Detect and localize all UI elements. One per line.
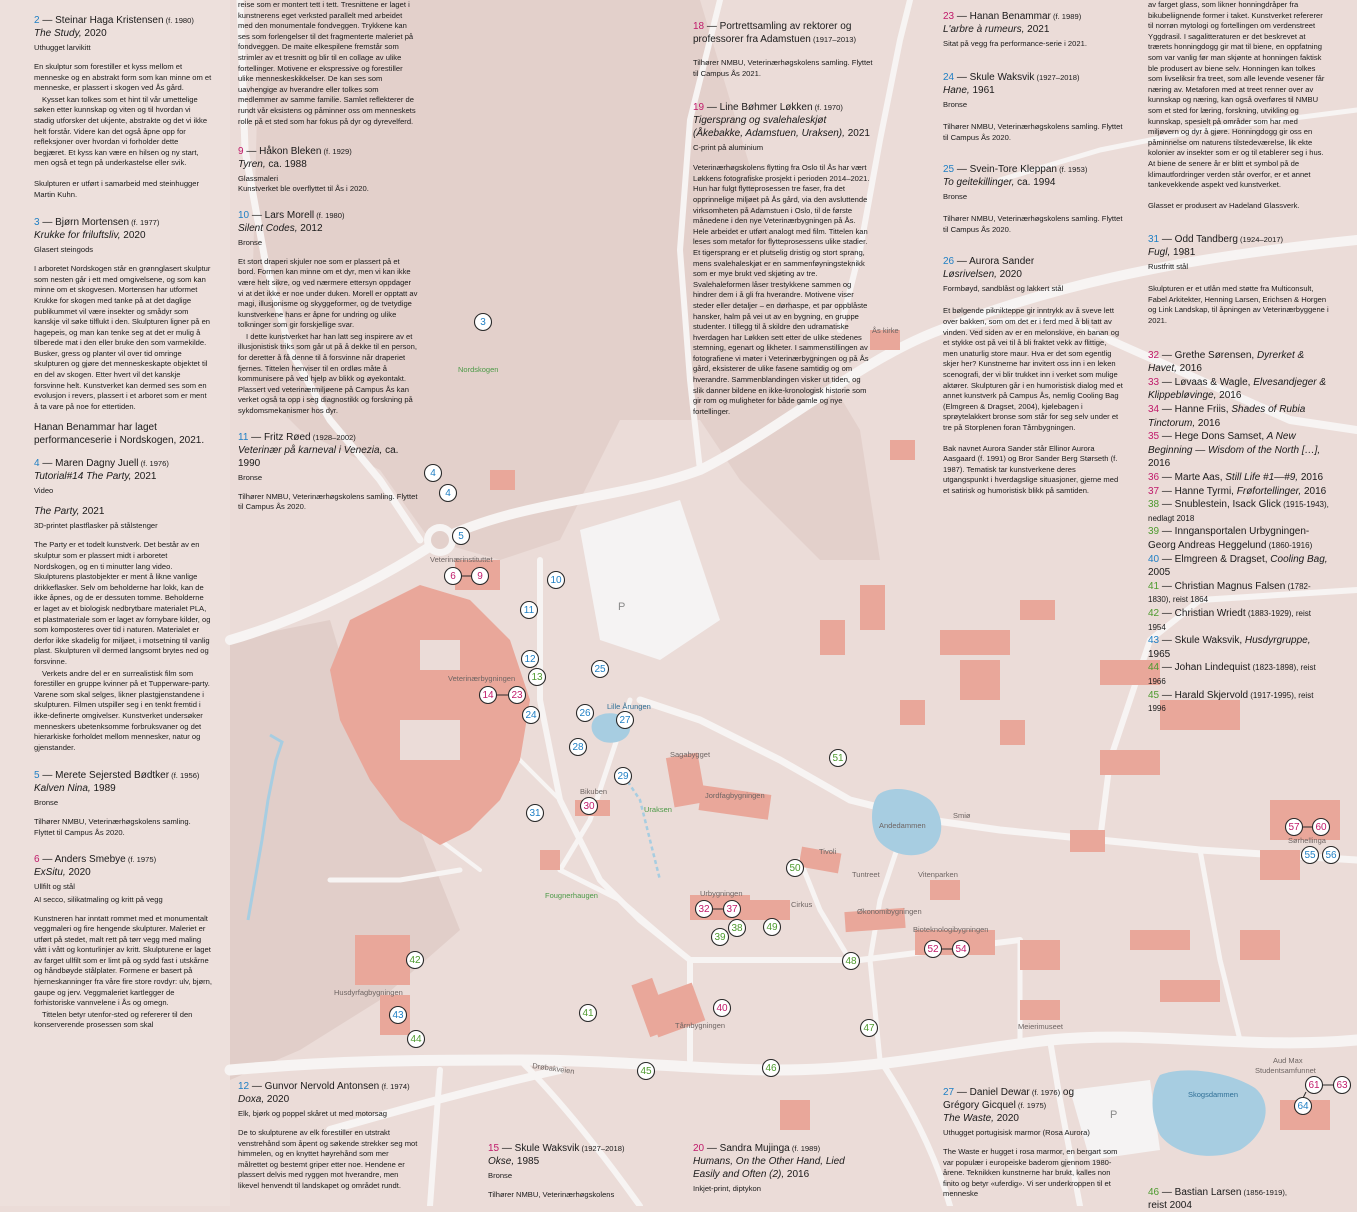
artwork-list-item [1148, 525, 1330, 552]
svg-text:52: 52 [927, 944, 939, 955]
artwork-artist: — Snublestein, Isack Glick [1159, 499, 1281, 511]
entry-23-material: Sitat på vegg fra performance-serie i 2021. [943, 39, 1087, 48]
svg-text:61: 61 [1308, 1080, 1320, 1091]
entry-4-text-2: Verkets andre del er en surrealistisk film som forestiller en gruppe kvinner på et Tupperware-party. Varene som skal selges, likner plastgjenstandene i skulpturen. Filmen utspiller seg i en tenkt fremtid i ikke-definerte omgivelser. Kunstverket undersøker menneskers ubetenksomme forbruksvaner og det hierarkiske forholdet mellom mennesker, natur og gjenstander. [34, 668, 210, 752]
entry-30-glass-note: Glasset er produsert av Hadeland Glassverk. [1148, 200, 1300, 210]
artwork-list-item [1148, 689, 1330, 716]
entry-15-material: Bronse [488, 1171, 513, 1180]
map-marker-27[interactable] [617, 712, 634, 729]
map-marker-56[interactable] [1323, 847, 1340, 864]
map-marker-55[interactable] [1302, 847, 1319, 864]
entry-4-title: Tutorial#14 The Party, 2021 [34, 471, 157, 483]
entry-25-material: Bronse [943, 192, 968, 202]
svg-text:45: 45 [640, 1066, 652, 1077]
map-marker-4[interactable] [425, 465, 442, 482]
svg-text:30: 30 [583, 801, 595, 812]
map-marker-61[interactable] [1306, 1077, 1323, 1094]
artwork-year: (1883-1929), reist 1954 [1148, 608, 1312, 632]
artwork-year: 1965 [1148, 648, 1171, 660]
svg-text:47: 47 [863, 1023, 875, 1034]
artwork-title: Still Life #1—#9, [1225, 472, 1299, 483]
label-drobakveien: Drøbakveien [531, 1061, 576, 1076]
artwork-artist: — Hanne Tyrmi, [1159, 485, 1234, 497]
entry-3-text: I arboretet Nordskogen står en grønnglasert skulptur som nesten går i ett med omgivelsene, og som kan minne om et skogvesen. Mortensen har utformet Krukke for skogen med tanke på at det daglige publikummet vil være insekter og smådyr som kanskje vil søke tilflukt i den. Skulpturen ligner på en hagepeis, og man kan tenke seg at det er mulig å tilberede mat i den eller bruke den som varmekilde. Busker, gress og planter vil over tid omringe skulpturen og gjøre det menneskeskapte objektet til en del av skogen. Etter hvert vil det kanskje forsvinne helt. Kunstverket kan dermed ses som en evolusjon i revers, plassert i et arboret som er ment å ta vare på noe for ettertiden. [34, 264, 211, 411]
column-1 [34, 14, 212, 1041]
label-fougnerhaugen: Fougnerhaugen [545, 891, 598, 900]
entry-6-text-2: Tittelen betyr utenfor-sted og refererer til den konserverende prosessen som skal [34, 1009, 193, 1030]
map-marker-46[interactable] [763, 1060, 780, 1077]
svg-text:27: 27 [619, 715, 631, 726]
map-marker-45[interactable] [638, 1063, 655, 1080]
entry-31-text: Skulpturen er et utlån med støtte fra Multiconsult, Fabel Arkitekter, Henning Larsen, Erichsen & Horgen og Link Landskap, til åpningen av Veterinærbyggene i 2021. [1148, 284, 1329, 326]
label-bioteknologibygningen: Bioteknologibygningen [913, 925, 989, 934]
map-marker-12[interactable] [522, 651, 539, 668]
entry-4-text: The Party er et todelt kunstverk. Det består av en skulptur som er plassert midt i arboretet Nordskogen, og en ti minutter lang video. Skulpturens plastobjekter er ment å likne vanlige drikkeflasker. Selv om beholderne har lokk, kan de ikke åpnes, og de er dessuten tomme. Beholderne er laget av et biologisk nedbrytbare materialet PLA, et plastmateriale som er laget av fornybare kilder, og som komposteres over tid i naturen. Materialet er derfor ikke skadelig for miljøet, i motsetning til vanlig plast. Skulpturen vil dermed langsomt brytes ned og forsvinne. [34, 540, 211, 666]
entry-46 [1148, 1186, 1330, 1212]
svg-text:43: 43 [392, 1010, 404, 1021]
entry-27-heading-2: Grégory Gicquel (f. 1975) [943, 1100, 1047, 1111]
label-studentsamfunnet: Studentsamfunnet [1255, 1066, 1316, 1075]
svg-text:51: 51 [832, 753, 844, 764]
entry-6-text: Kunstneren har inntatt rommet med et monumentalt veggmaleri og fire hengende skulpturer. Maleriet er utført på stedet, malt rett på tørr vegg med maling vått i vått og konturlinjer av kritt. Skulpturene er laget av farget ullfilt som er limt på og sydd fast i utskårne og håndbøyde stålplater. Formene er basert på hjerneskanninger fra våre fire store rovdyr: ulv, bjørn, gaupe og jerv. Veggmaleriet kartlegger de forhistoriske vannvelene i Ås og omegn. [34, 913, 212, 1008]
entry-10-material: Bronse [238, 237, 263, 247]
entry-26-material: Formbøyd, sandblåst og lakkert stål [943, 284, 1064, 294]
entry-12-heading: 12 — Gunvor Nervold Antonsen (f. 1974) [238, 1081, 410, 1092]
artwork-list-item [1148, 349, 1330, 376]
entry-26-heading: 26 — Aurora Sander [943, 256, 1035, 268]
artwork-year: (1782-1830), reist 1864 [1148, 581, 1311, 605]
artwork-list-item [1148, 376, 1330, 403]
entry-2-credit: Skulpturen er utført i samarbeid med steinhugger Martin Kuhn. [34, 178, 200, 199]
svg-text:39: 39 [714, 932, 726, 943]
svg-text:11: 11 [523, 605, 535, 616]
svg-text:4: 4 [430, 468, 436, 479]
svg-text:64: 64 [1297, 1101, 1309, 1112]
entry-18-heading: 18 — Portrettsamling av rektorer og professorer fra Adamstuen (1917–2013) [693, 21, 857, 45]
label-jordfagbygningen: Jordfagbygningen [705, 791, 765, 800]
label-cirkus: Cirkus [791, 900, 813, 909]
map-marker-28[interactable] [570, 739, 587, 756]
artwork-number: 32 [1148, 349, 1160, 361]
entry-24-title: Hane, 1961 [943, 85, 995, 96]
map-marker-26[interactable] [577, 705, 594, 722]
label-tarnbygningen: Tårnbygningen [675, 1021, 726, 1030]
label-sagabygget: Sagabygget [670, 750, 711, 759]
svg-text:9: 9 [477, 571, 483, 582]
label-tivoli: Tivoli [819, 847, 837, 856]
svg-text:44: 44 [410, 1034, 422, 1045]
label-sorhellinga: Sørhellinga [1288, 836, 1326, 845]
entry-5-material: Bronse [34, 798, 59, 808]
entry-3-note: Hanan Benammar har laget performanceserie i Nordskogen, 2021. [34, 422, 205, 446]
map-marker-57[interactable] [1286, 819, 1303, 836]
entry-24-text: Tilhører NMBU, Veterinærhøgskolens samling. Flyttet til Campus Ås 2020. [943, 122, 1123, 142]
entry-11-material: Bronse [238, 472, 263, 482]
artwork-number: 36 [1148, 472, 1160, 483]
entry-2-text: En skulptur som forestiller et kyss mellom et menneske og en abstrakt form som kan minne om et menneske, er plassert i skogen ved Ås gård. [34, 62, 212, 93]
artwork-number: 43 [1148, 635, 1160, 647]
svg-text:24: 24 [525, 710, 537, 721]
label-okonomibygningen: Økonomibygningen [857, 907, 922, 916]
artwork-list-item [1148, 661, 1330, 688]
map-marker-47[interactable] [861, 1020, 878, 1037]
label-husdyrfagbygningen: Husdyrfagbygningen [334, 988, 403, 997]
entry-9-text: Kunstverket ble overflyttet til Ås i 2020. [238, 184, 369, 194]
label-parking: P [618, 601, 626, 613]
artwork-year: (1823-1898), reist 1966 [1148, 663, 1316, 686]
artwork-number: 42 [1148, 607, 1160, 619]
entry-11-title: Veterinær på karneval i Venezia, ca. 1990 [238, 444, 399, 469]
entry-20-heading: 20 — Sandra Mujinga (f. 1989) [693, 1143, 821, 1154]
artwork-artist: — Skule Waksvik, [1159, 635, 1243, 647]
label-bikuben: Bikuben [580, 787, 608, 796]
map-marker-5[interactable] [453, 528, 470, 545]
entry-27-heading: 27 — Daniel Dewar (f. 1976) og [943, 1087, 1075, 1098]
map-marker-39[interactable] [712, 929, 729, 946]
entry-26-title: Løsrivelsen, 2020 [943, 269, 1022, 281]
entry-12-text: De to skulpturene av elk forestiller en utstrakt venstrehånd som åpent og søkende strekker seg mot himmelen, og en knyttet høyrehånd som mer målrettet og bestemt griper etter noe. Hendene er plassert delvis med ryggen mot hverandre, men likevel henvendt til landskapet og området rundt. [238, 1128, 418, 1190]
entry-6-heading: 6 — Anders Smebye (f. 1975) [34, 853, 157, 865]
entry-15 [488, 1142, 658, 1211]
entry-20-material: Inkjet-print, diptykon [693, 1184, 761, 1193]
map-marker-4[interactable] [440, 485, 457, 502]
entry-15-text: Tilhører NMBU, Veterinærhøgskolens [488, 1190, 615, 1199]
map-marker-14[interactable] [480, 687, 497, 704]
svg-text:55: 55 [1304, 850, 1316, 861]
artwork-artist: — Marte Aas, [1159, 472, 1223, 483]
map-marker-24[interactable] [523, 707, 540, 724]
artwork-number: 39 [1148, 526, 1160, 538]
map-marker-25[interactable] [592, 661, 609, 678]
artwork-list-item [1148, 498, 1330, 525]
artwork-year: (1917-1995), reist 1996 [1148, 690, 1314, 714]
artwork-number: 35 [1148, 431, 1160, 443]
label-uraksen: Uraksen [644, 805, 672, 814]
entry-15-heading: 15 — Skule Waksvik (1927–2018) [488, 1143, 625, 1154]
map-marker-52[interactable] [925, 941, 942, 958]
svg-text:13: 13 [531, 672, 543, 683]
artwork-number: 34 [1148, 404, 1160, 416]
entry-24-heading: 24 — Skule Waksvik (1927–2018) [943, 72, 1080, 83]
svg-text:5: 5 [458, 531, 464, 542]
entry-10-text: Et stort draperi skjuler noe som er plassert på et bord. Formen kan minne om et dyr, men vi kan ikke være helt sikre, og ved nærmere ettersyn oppdager vi at det ikke er noe under duken. Morell er opptatt av magi, illusjonisme og skyggeformer, og de tvetydige kunstverkene hans er åpne for undring og ulike tolkninger som gir forskjellige svar. [238, 256, 418, 330]
label-tuntreet: Tuntreet [852, 870, 880, 879]
entry-4-material: Video [34, 486, 54, 496]
svg-text:56: 56 [1325, 850, 1337, 861]
artwork-list-item [1148, 485, 1330, 499]
entry-3-heading: 3 — Bjørn Mortensen (f. 1977) [34, 217, 160, 229]
artwork-number: 38 [1148, 499, 1160, 511]
entry-19-heading: 19 — Line Bøhmer Løkken (f. 1970) [693, 102, 843, 114]
svg-text:42: 42 [409, 955, 421, 966]
entry-4-heading: 4 — Maren Dagny Juell (f. 1976) [34, 458, 169, 470]
svg-text:4: 4 [445, 488, 451, 499]
map-marker-29[interactable] [615, 768, 632, 785]
entry-15-title: Okse, 1985 [488, 1156, 540, 1167]
artwork-list-item [1148, 471, 1330, 485]
svg-text:12: 12 [524, 654, 536, 665]
svg-text:63: 63 [1336, 1080, 1348, 1091]
entry-26-text-2: Bak navnet Aurora Sander står Ellinor Aurora Aasgaard (f. 1991) og Bror Sander Berg Størseth (f. 1987). Tematisk tar kunstverkene deres utgangspunkt i hverdagslige situasjoner, gjerne med et satirisk og humoristisk blikk på samtiden. [943, 443, 1119, 495]
label-veterinaerinstituttet: Veterinærinstituttet [430, 555, 493, 564]
entry-18-text: Tilhører NMBU, Veterinærhøgskolens samling. Flyttet til Campus Ås 2021. [693, 58, 873, 78]
label-vitenparken: Vitenparken [918, 870, 958, 879]
entry-2-text-2: Kysset kan tolkes som et hint til vår umettelige søken etter kunnskap og viten og til hvordan vi stadig utforsker det ukjente, abstrakte og det vi ikke helt forstår. Videre kan det også åpne opp for refleksjoner over hvordan vi forholder dette begjæret. Et kyss kan være en hilsen og ny start, men også et tegn på underkastelse eller svik. [34, 94, 208, 168]
artwork-list-item [1148, 553, 1330, 580]
artwork-year: 2016 [1298, 472, 1324, 483]
entry-30-text-continued: av farget glass, som likner honningdråper fra bikubeliignende former i taket. Kunstverket refererer til norrøn mytologi og fortellingen om verdenstreet Yggdrasil. I sagalitteraturen er det beskrevet at trærets honningdogg gir mat til biene, en oppfatning som var vanlig før man skjønte at honningen faktisk ble produsert av biene selv. Honningen kan tolkes som livseliksir fra treet, som alle levende vesener får næring av. Metaforen med at treet renner over av kunnskap og næring, kan også overføres til NMBU som et sted for læring, forskning, utvikling og kunnskap, spesielt på områder som har med miljøvern og dyr å gjøre. Honningdogg gir oss en påminnelse om naturens tilstedeværelse, lik ekte kolonier av insekter som er og til etablerer seg i hus. At biene de senere år er blitt et symbol på de klimautfordringer verden står overfor, er et annet tankevekkende aspekt ved kunstverket. [1148, 0, 1325, 190]
entry-19-text: Veterinærhøgskolens flytting fra Oslo til Ås har vært Løkkens fotografiske prosjekt i perioden 2014–2021. Hun har fulgt flytteprosessen tre faser, fra det opprinnelige miljøet på Ås gård, via den avsluttende virksomheten på Adamstuen i Oslo, til de første månedene i den nye Veterinærbygningen på Ås. Hele arbeidet er utført analogt med film. Tittelen kan leses som metafor for flytteprosessens ulike stadier. Et tigersprang er et plutselig dristig og stort sprang, mens svalehaleskjøt er en sammenføyningsteknikk som er mye brukt ved skjøting av tre. Svalehaleformen låser trestykkene sammen og hindrer dem i å gli fra hverandre. Motivene viser steder eller detaljer – en dørhaspe, et par oppblåste hansker, halm på vei ut av en bygning, en gruppe studenter. I tillegg til å skildre den udramatiske hverdagen har Løkken sett etter de ulike stedenes stemning, egenart og likheter. I sammenstillingen av fotografiene vi møter i Veterinærbygningen og på Ås gård, eksisterer de ulike fasene samtidig og om hverandre. Sammenblandingen visker ut tiden, og slik danner bildene en ikke-kronologisk historie som gir rom og muligheter for både gamle og nye fortellinger. [693, 163, 870, 416]
map-marker-9[interactable] [472, 568, 489, 585]
label-nordskogen: Nordskogen [458, 365, 499, 374]
map-marker-3[interactable] [475, 314, 492, 331]
artwork-list-item [1148, 607, 1330, 634]
artwork-artist: — Elmgreen & Dragset, [1159, 553, 1268, 565]
artwork-number: 33 [1148, 376, 1160, 388]
entry-19-title: Tigersprang og svalehaleskjøt (Åkebakke, Adamstuen, Uraksen), 2021 [693, 115, 870, 140]
artwork-artist: — Grethe Sørensen, [1159, 349, 1255, 361]
label-skogsdammen: Skogsdammen [1188, 1090, 1239, 1099]
artwork-list-item [1148, 430, 1330, 471]
artwork-artist: — Løvaas & Wagle, [1159, 376, 1251, 388]
artwork-artist: — Johan Lindequist [1159, 662, 1251, 674]
entry-9-title: Tyren, ca. 1988 [238, 159, 307, 171]
entry-12-material: Elk, bjørk og poppel skåret ut med motorsag [238, 1109, 387, 1118]
svg-text:41: 41 [582, 1008, 594, 1019]
entry-19-material: C-print på aluminium [693, 143, 764, 153]
entry-2-material: Uthugget larvikitt [34, 43, 91, 52]
svg-text:28: 28 [572, 742, 584, 753]
svg-text:50: 50 [789, 863, 801, 874]
entry-27 [943, 1086, 1123, 1210]
entry-5-heading: 5 — Merete Sejersted Bødtker (f. 1956) [34, 770, 200, 782]
label-aud-max: Aud Max [1273, 1056, 1303, 1065]
map-marker-49[interactable] [764, 919, 781, 936]
artwork-list-item [1148, 403, 1330, 430]
entry-3-title: Krukke for friluftsliv, 2020 [34, 230, 146, 242]
artwork-artist: — Hanne Friis, [1159, 404, 1229, 416]
map-marker-51[interactable] [830, 750, 847, 767]
entry-24-material: Bronse [943, 100, 968, 109]
entry-25-title: To geitekillinger, ca. 1994 [943, 177, 1056, 189]
artwork-year: 2016 [1195, 417, 1221, 429]
map-marker-60[interactable] [1313, 819, 1330, 836]
entry-25-heading: 25 — Svein-Tore Kleppan (f. 1953) [943, 164, 1088, 176]
map-marker-6[interactable] [445, 568, 462, 585]
entry-2-title: The Study, 2020 [34, 28, 107, 39]
svg-text:10: 10 [550, 575, 562, 586]
svg-text:31: 31 [529, 808, 541, 819]
svg-text:40: 40 [716, 1003, 728, 1014]
svg-text:6: 6 [450, 571, 456, 582]
svg-text:29: 29 [617, 771, 629, 782]
svg-text:32: 32 [698, 904, 710, 915]
entry-31-material: Rustfritt stål [1148, 262, 1189, 272]
entry-27-material: Uthugget portugisisk marmor (Rosa Aurora) [943, 1128, 1090, 1137]
entry-10-text-2: I dette kunstverket har han latt seg inspirere av et illusjonistisk triks som går ut på å dekke til en person, for deretter å få denne til å forsvinne når draperiet fjernes. Tittelen henviser til en ordløs måte å kommunisere på ved hjelp av blikk og øyekontakt. Plassert ved veterinærmiljøene på Campus Ås kan verket også ta opp i seg diagnostikk og forskning på sykdomsmekanismer hos dyr. [238, 331, 417, 416]
map-marker-50[interactable] [787, 860, 804, 877]
map-marker-23[interactable] [509, 687, 526, 704]
entry-10-title: Silent Codes, 2012 [238, 222, 323, 234]
svg-text:25: 25 [594, 664, 606, 675]
artwork-year: 2016 [1176, 363, 1202, 375]
map-marker-40[interactable] [714, 1000, 731, 1017]
map-marker-43[interactable] [390, 1007, 407, 1024]
svg-text:3: 3 [480, 317, 486, 328]
svg-text:48: 48 [845, 956, 857, 967]
artwork-year: 2016 [1148, 458, 1171, 470]
entry-6-material: Ullfilt og stål [34, 881, 75, 891]
artwork-list-item [1148, 580, 1330, 607]
map-marker-54[interactable] [953, 941, 970, 958]
artwork-list [1148, 349, 1330, 716]
artwork-artist: — Christian Wriedt [1159, 607, 1246, 619]
map-marker-38[interactable] [729, 920, 746, 937]
entry-4-material-2: 3D-printet plastflasker på stålstenger [34, 521, 158, 531]
map-marker-37[interactable] [724, 901, 741, 918]
artwork-year: (1860-1916) [1266, 540, 1313, 550]
entry-46-year: reist 2004 [1148, 1200, 1192, 1211]
artwork-title: Shades of Rubia Tinctorum, [1148, 404, 1306, 429]
map-marker-42[interactable] [407, 952, 424, 969]
entry-9-heading: 9 — Håkon Bleken (f. 1929) [238, 146, 352, 158]
entry-20 [693, 1142, 873, 1203]
entry-4-title-2: The Party, 2021 [34, 506, 105, 518]
column-4 [693, 20, 873, 427]
entry-3-material: Glasert steingods [34, 245, 94, 255]
label-lille-arungen: Lille Årungen [607, 702, 651, 711]
map-marker-48[interactable] [843, 953, 860, 970]
column-2 [238, 0, 418, 523]
map-marker-32[interactable] [696, 901, 713, 918]
map-marker-63[interactable] [1334, 1077, 1351, 1094]
map-marker-10[interactable] [548, 572, 565, 589]
svg-text:37: 37 [726, 904, 738, 915]
artwork-title: Elvesandjeger & Klippebløvinge, [1148, 376, 1327, 402]
artwork-title: A New Beginning — Wisdom of the North […], [1148, 431, 1321, 456]
map-marker-11[interactable] [521, 602, 538, 619]
artwork-year: 2016 [1216, 390, 1242, 402]
svg-text:57: 57 [1288, 822, 1300, 833]
entry-5-text: Tilhører NMBU, Veterinærhøgskolens samling. Flyttet til Campus Ås 2020. [34, 817, 191, 837]
label-urbygningen: Urbygningen [700, 889, 743, 898]
entry-26-text: Et bølgende piknikteppe gir inntrykk av å sveve lett over bakken, som om det er i ferd med å bli tatt av vinden. Ved siden av er en melonskive, en banan og et stykke ost på vei til å bli fraktet vekk av flittige, men unaturlig store maur. Hva er det som egentlig skjer her? Kunstnerne har invitert oss inn i en leken scenografi, der vi blir trukket inn i verket som mulige aktører. Skulpturen går i en humoristisk dialog med et annet kunstverk på Campus Ås, nemlig Cooling Bag (Elmgreen & Dragset, 2004), kjølebagen i sprøytelakkert bronse som står for seg selv under et tre på Storplenen foran Tårnbygningen. [943, 306, 1123, 432]
label-andedammen: Andedammen [879, 821, 926, 830]
svg-text:38: 38 [731, 923, 743, 934]
entry-11-heading: 11 — Fritz Røed (1928–2002) [238, 431, 356, 443]
artwork-year: 2016 [1301, 485, 1327, 497]
label-parking-2: P [1110, 1109, 1118, 1121]
entry-2-heading: 2 — Steinar Haga Kristensen (f. 1980) [34, 15, 194, 26]
svg-text:26: 26 [579, 708, 591, 719]
map-marker-44[interactable] [408, 1031, 425, 1048]
entry-12 [238, 1080, 418, 1202]
map-marker-13[interactable] [529, 669, 546, 686]
artwork-artist: — Harald Skjervold [1159, 689, 1249, 701]
label-veterinaerbygningen: Veterinærbygningen [448, 674, 516, 683]
entry-31-title: Fugl, 1981 [1148, 247, 1196, 259]
entry-5-title: Kalven Nina, 1989 [34, 783, 116, 795]
artwork-list-item [1148, 634, 1330, 661]
entry-23-title: L'arbre à rumeurs, 2021 [943, 24, 1050, 35]
entry-11-text: Tilhører NMBU, Veterinærhøgskolens samling. Flyttet til Campus Ås 2020. [238, 491, 418, 512]
artwork-title: Dyrerket & Havet, [1148, 349, 1305, 375]
entry-25-text: Tilhører NMBU, Veterinærhøgskolens samling. Flyttet til Campus Ås 2020. [943, 214, 1123, 234]
entry-27-text: The Waste er hugget i rosa marmor, en bergart som var populær i europeiske baderom gjennom 1980-årene. Teknikken kunstnerne har brukt, kalles non finito og betyr «uferdig». Vi ser underkroppen til et menneske [943, 1147, 1118, 1199]
entry-6-material-2: AI secco, silikatmaling og kritt på vegg [34, 894, 163, 904]
label-meierimuseet: Meierimuseet [1018, 1022, 1064, 1031]
svg-text:46: 46 [765, 1063, 777, 1074]
entry-27-title: The Waste, 2020 [943, 1113, 1019, 1124]
column-6 [1148, 0, 1330, 716]
artwork-number: 44 [1148, 662, 1160, 674]
label-smia: Smiø [953, 811, 971, 820]
map-marker-64[interactable] [1295, 1098, 1312, 1115]
entry-31-heading: 31 — Odd Tandberg (1924–2017) [1148, 234, 1284, 246]
artwork-number: 40 [1148, 553, 1160, 565]
label-as-kirke: Ås kirke [872, 326, 899, 335]
map-marker-30[interactable] [581, 798, 598, 815]
svg-text:54: 54 [955, 944, 967, 955]
artwork-number: 41 [1148, 580, 1160, 592]
entry-9-material: Glassmaleri [238, 174, 279, 184]
svg-text:60: 60 [1315, 822, 1327, 833]
entry-10-heading: 10 — Lars Morell (f. 1980) [238, 209, 345, 221]
artwork-artist: — Hege Dons Samset, [1159, 431, 1265, 443]
svg-text:23: 23 [511, 690, 523, 701]
entry-6-title: ExSitu, 2020 [34, 866, 91, 878]
svg-text:14: 14 [482, 690, 494, 701]
entry-23-heading: 23 — Hanan Benammar (f. 1989) [943, 11, 1082, 22]
entry-8-text-continued: reise som er montert tett i tett. Tresnittene er laget i kunstnerens eget verksted parallelt med arbeidet med den monumentale fondveggen. Trykkene kan ses som forlengelser til det fragmenterte maleriet på fondveggen. De maite elkespilene fremstår som strimler av et tresnitt og blir til en collage av ulike fortellinger. Motivene er ekspressive og forestiller ulike menneskeskikkelser. De kan ses som uavhengige av hverandre eller tolkes som medlemmer av samme familie. Samlet reflekterer de rundt vår eksistens og påminner oss om menneskets rolle på et sted som har fokus på dyr og dyrevelferd. [238, 0, 416, 126]
column-5 [943, 10, 1123, 506]
entry-46-heading: 46 — Bastian Larsen (1856-1919), [1148, 1187, 1287, 1198]
entry-20-title: Humans, On the Other Hand, Lied Easily and Often (2), 2016 [693, 1156, 845, 1180]
artwork-title: Frøfortellinger, [1236, 485, 1302, 497]
artwork-year: (1915-1943), nedlagt 2018 [1148, 500, 1329, 523]
artwork-title: Husdyrgruppe, [1244, 635, 1311, 647]
map-marker-41[interactable] [580, 1005, 597, 1022]
artwork-title: Cooling Bag, [1270, 553, 1328, 565]
artwork-artist: — Christian Magnus Falsen [1159, 580, 1286, 592]
artwork-artist: — Inngansportalen Urbygningen- Georg Andreas Heggelund [1148, 526, 1310, 551]
artwork-number: 37 [1148, 485, 1160, 497]
artwork-number: 45 [1148, 689, 1160, 701]
entry-12-title: Doxa, 2020 [238, 1094, 290, 1105]
map-marker-31[interactable] [527, 805, 544, 822]
svg-text:49: 49 [766, 922, 778, 933]
artwork-year: 2005 [1148, 567, 1171, 579]
